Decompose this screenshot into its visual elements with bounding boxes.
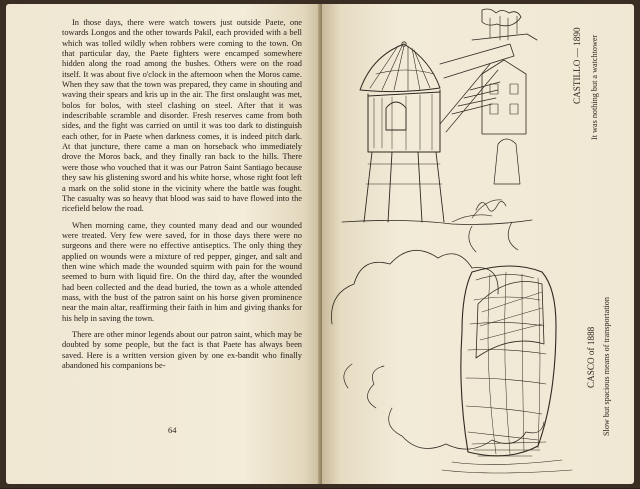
paragraph: When morning came, they counted many dead and our wounded were treated. Very few were saved, for in those days there were no surgeons and there were no effective antiseptics. The only thing they applied on wounds were a mixture of red pepper, ginger, and salt and then wine which made the wounded squirm with pain for the wound seemed to burn with liquid fire. On the third day, after the wounded had been collected and the dead buried, the town as a whole attended mass, with the bust of the patron saint on his horse given prominence near the main altar, reaffirming their faith in him and giving thanks for his help in saving the town. [62,220,302,323]
castillo-caption: It was nothing but a watchtower [590,34,599,140]
paragraph: In those days, there were watch towers just outside Paete, one towards Longos and the other towards Pakil, each provided with a bell which was tolled wildly when robbers were coming to the town. On that particular day, the Paete fighters were encamped somewhere hidden along the road among the bushes. Others were on the road itself. It was about five o'clock in the afternoon when the Moros came. When they saw that the town was prepared, they came in shouting and waving their spears and kris up in the air. The first onslaught was met, bolos for bolos, with steel clashing on steel. After that it was indescribable scramble and disorder. Fresh reserves came from both sides, and the fight was carried on until it was too dark to distinguish each other, for in Paete when darkness comes, it is indeed pitch dark. At that juncture, there came a man on horseback who immediately drove the Moros back, and they finally ran back to the hills. There were those who vouched that it was our Patron Saint Santiago because they saw his glistening sword and his white horse, whose right foot left a mark on the solid stone in the vicinity where the battle was fought. The casualty was so heavy that blood was said to have flowed into the ricefield below the road. [62,18,302,214]
castillo-illustration [342,9,537,225]
paragraph: There are other minor legends about our patron saint, which may be doubted by some people, but the fact is that Paete has always been saved. Here is a written version given by one ex-bandit who finally abandoned his companions be- [62,329,302,370]
casco-caption: Slow but spacious means of transportation [602,297,611,436]
illustrations [322,4,634,489]
casco-title: CASCO of 1888 [586,326,596,388]
body-text [62,18,302,377]
page-number: 64 [168,425,177,435]
casco-illustration [331,222,572,473]
left-page [6,4,322,484]
castillo-title: CASTILLO — 1890 [572,27,582,104]
